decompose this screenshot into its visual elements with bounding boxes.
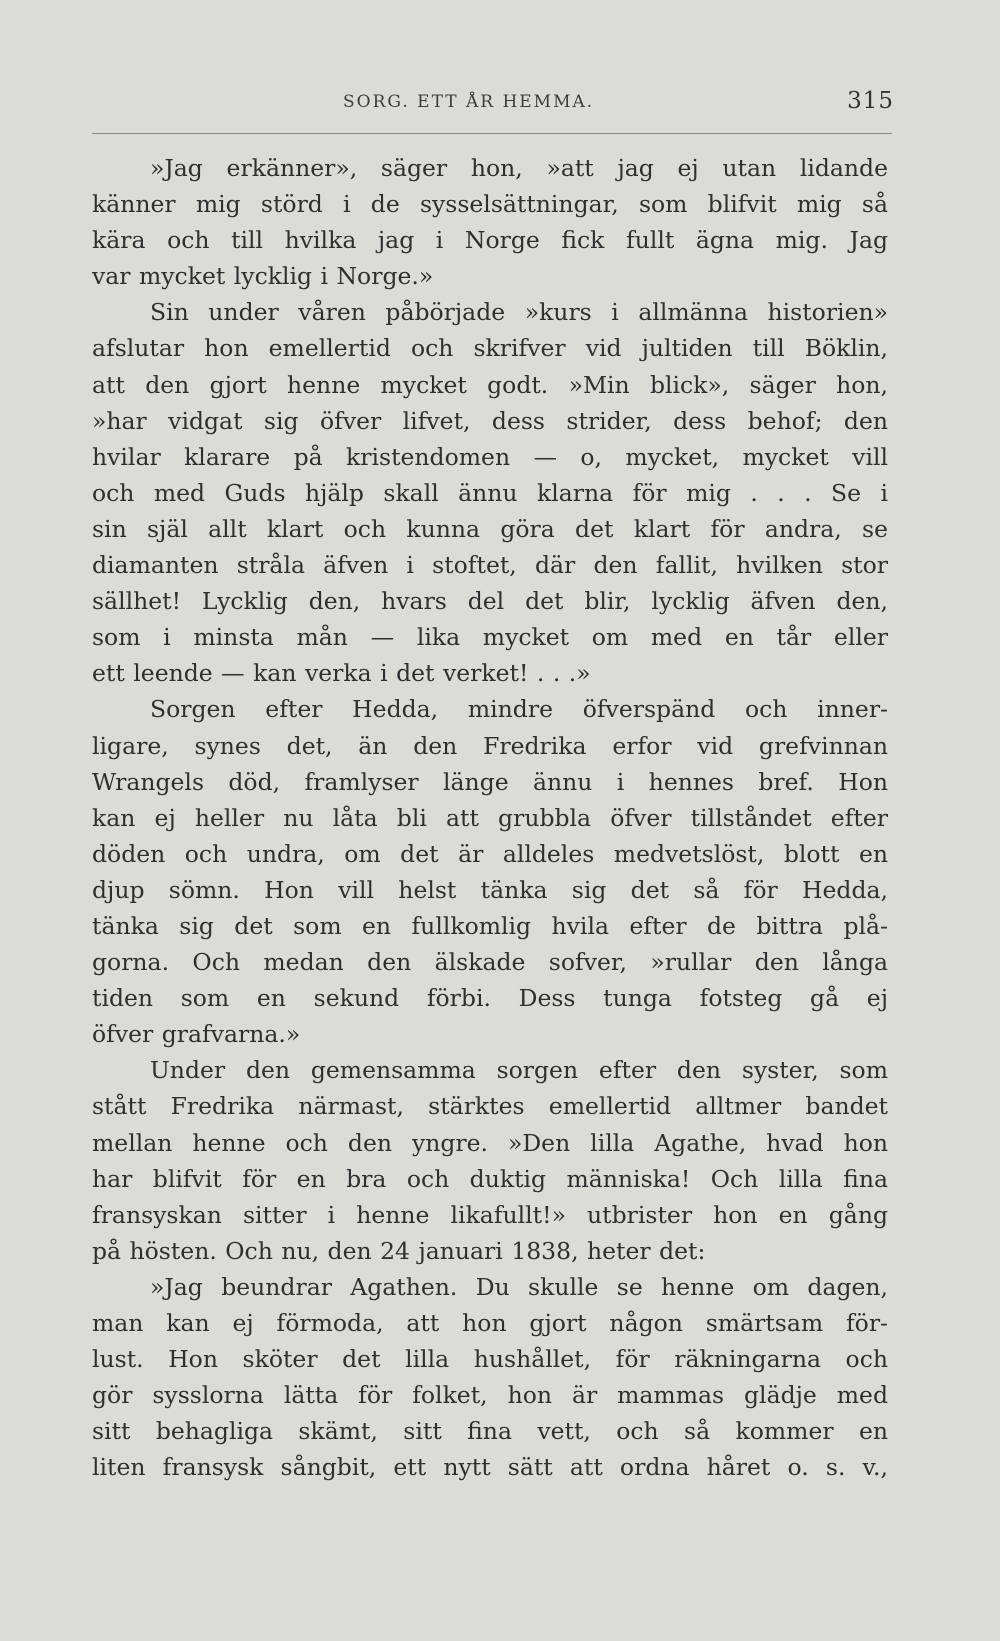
running-head <box>88 88 898 122</box>
text-line: Sin under våren påbörjade »kurs i allmänna historien» <box>150 298 888 327</box>
text-line: »har vidgat sig öfver lifvet, dess strider, dess behof; den <box>92 406 888 435</box>
text-line: »Jag erkänner», säger hon, »att jag ej utan lidande <box>150 154 888 182</box>
text-line: sin själ allt klart och kunna göra det klart för andra, se <box>92 514 888 543</box>
text-line: kära och till hvilka jag i Norge fick fullt ägna mig. Jag <box>92 226 888 255</box>
text-line: liten fransysk sångbit, ett nytt sätt att ordna håret o. s. v., <box>92 1453 888 1482</box>
text-line: tiden som en sekund förbi. Dess tunga fotsteg gå ej <box>92 984 888 1013</box>
text-line: stått Fredrika närmast, stärktes emellertid alltmer bandet <box>92 1092 888 1121</box>
header-rule <box>92 133 892 134</box>
text-line: ett leende — kan verka i det verket! . . .» <box>92 659 591 688</box>
text-line: Sorgen efter Hedda, mindre öfverspänd och inner- <box>150 695 888 724</box>
text-line: och med Guds hjälp skall ännu klarna för mig . . . Se i <box>92 478 888 507</box>
text-line: känner mig störd i de sysselsättningar, som blifvit mig så <box>92 190 888 219</box>
text-line: döden och undra, om det är alldeles medvetslöst, blott en <box>92 839 888 868</box>
text-line: har blifvit för en bra och duktig människa! Och lilla fina <box>92 1164 888 1193</box>
text-line: gör sysslorna lätta för folket, hon är mammas glädje med <box>92 1381 888 1410</box>
text-line: man kan ej förmoda, att hon gjort någon smärtsam för- <box>92 1309 888 1337</box>
text-line: sällhet! Lycklig den, hvars del det blir, lycklig äfven den, <box>92 587 888 616</box>
text-line: Wrangels död, framlyser länge ännu i hennes bref. Hon <box>92 767 888 796</box>
text-line: fransyskan sitter i henne likafullt!» utbrister hon en gång <box>92 1200 888 1229</box>
text-line: mellan henne och den yngre. »Den lilla Agathe, hvad hon <box>92 1128 888 1157</box>
body-text <box>92 150 888 1485</box>
text-line: på hösten. Och nu, den 24 januari 1838, heter det: <box>92 1236 706 1265</box>
text-line: diamanten stråla äfven i stoftet, där den fallit, hvilken stor <box>92 551 888 580</box>
text-line: gorna. Och medan den älskade sofver, »rullar den långa <box>92 948 888 977</box>
running-title: SORG. ETT ÅR HEMMA. <box>343 92 595 112</box>
text-line: sitt behagliga skämt, sitt fina vett, och så kommer en <box>92 1417 888 1446</box>
text-line: att den gjort henne mycket godt. »Min blick», säger hon, <box>92 370 888 399</box>
text-line: hvilar klarare på kristendomen — o, mycket, mycket vill <box>92 442 888 471</box>
text-line: kan ej heller nu låta bli att grubbla öfver tillståndet efter <box>92 803 888 832</box>
text-line: djup sömn. Hon vill helst tänka sig det så för Hedda, <box>92 875 888 904</box>
text-line: afslutar hon emellertid och skrifver vid jultiden till Böklin, <box>92 334 888 363</box>
text-line: ligare, synes det, än den Fredrika erfor vid grefvinnan <box>92 731 888 760</box>
page-number: 315 <box>847 88 894 114</box>
text-line: som i minsta mån — lika mycket om med en tår eller <box>92 623 888 652</box>
text-line: Under den gemensamma sorgen efter den syster, som <box>150 1056 888 1085</box>
text-line: »Jag beundrar Agathen. Du skulle se henne om dagen, <box>150 1272 888 1301</box>
text-line: tänka sig det som en fullkomlig hvila efter de bittra plå- <box>92 911 888 940</box>
text-line: öfver grafvarna.» <box>92 1020 301 1049</box>
text-line: lust. Hon sköter det lilla hushållet, för räkningarna och <box>92 1345 888 1374</box>
text-line: var mycket lycklig i Norge.» <box>92 262 434 291</box>
